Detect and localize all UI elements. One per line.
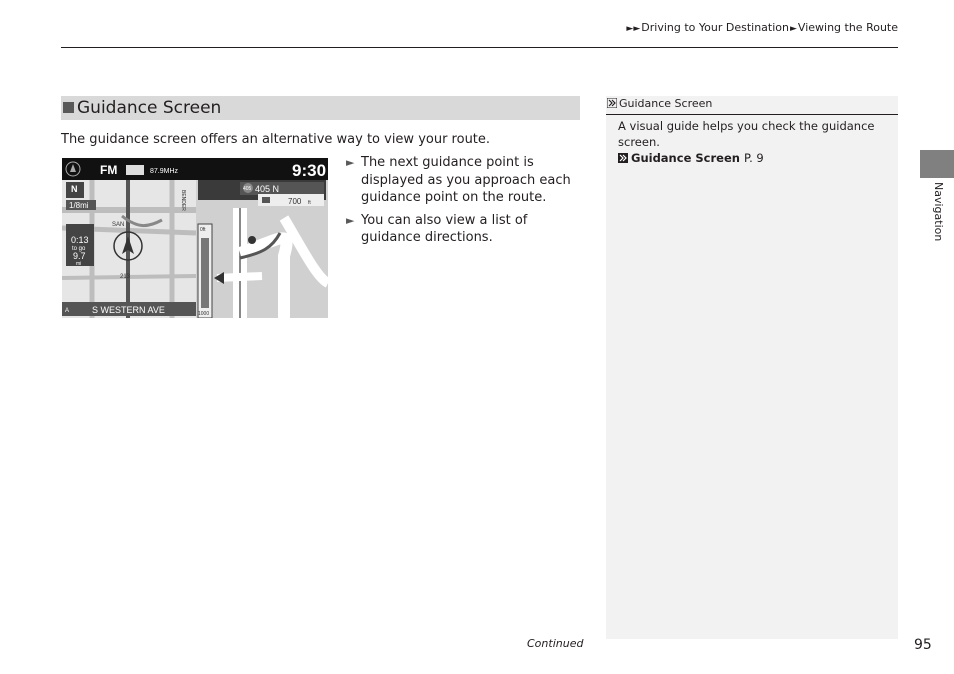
street-name: S WESTERN AVE (92, 305, 165, 315)
bar-bottom-label: 1000 (198, 311, 210, 317)
arrow-right-icon: ► (789, 24, 797, 34)
header-rule (61, 47, 898, 48)
bullet-item (346, 154, 582, 207)
road-label-213: 213 (120, 274, 131, 280)
corner-label: A (65, 308, 70, 314)
distance-unit: mi (76, 261, 82, 267)
distance-to-go: 9.7 (73, 251, 86, 261)
compass-letter: N (71, 184, 78, 194)
xref-page: P. 9 (743, 151, 764, 165)
page-number: 95 (914, 637, 932, 653)
breadcrumb-item-viewing-route[interactable]: Viewing the Route (797, 21, 898, 34)
sidebar-title (606, 96, 898, 115)
xref-label: Guidance Screen (631, 151, 740, 165)
route-marker: 405 N (255, 184, 280, 194)
bullet-item (346, 212, 582, 247)
sidebar-body (618, 118, 888, 166)
bullet-list (346, 154, 582, 252)
bullet-text: The next guidance point is displayed as you approach each guidance point on the route. (361, 155, 571, 205)
intro-text: The guidance screen offers an alternative way to view your route. (61, 132, 491, 147)
arrow-right-icon: ►► (626, 24, 641, 34)
guidance-screen-image (62, 158, 328, 318)
breadcrumb (625, 21, 898, 34)
sidebar-title-text: Guidance Screen (619, 97, 713, 110)
time-to-go: 0:13 (71, 235, 89, 245)
road-label-bender: BENDER (180, 190, 186, 211)
reference-arrow-icon (618, 153, 628, 163)
audio-source: FM (100, 163, 118, 177)
bar-top-label: 0ft (200, 227, 206, 233)
route-shield: 405 (243, 186, 252, 192)
triangle-bullet-icon: ► (346, 156, 355, 169)
square-bullet-icon (63, 102, 74, 113)
bullet-text: You can also view a list of guidance directions. (361, 212, 528, 245)
sidebar-body-text: A visual guide helps you check the guidance screen. (618, 119, 875, 149)
guidance-distance: 700 (288, 197, 302, 206)
map-scale: 1/8mi (69, 201, 89, 210)
section-title: Guidance Screen (77, 98, 222, 118)
to-go-label: to go (72, 246, 86, 252)
chapter-label: Navigation (932, 182, 945, 242)
cross-reference-link[interactable] (618, 150, 888, 166)
sidebar-note (606, 96, 898, 639)
radio-frequency: 87.9MHz (150, 168, 179, 175)
chapter-tab[interactable] (920, 150, 954, 178)
section-heading (61, 96, 580, 120)
breadcrumb-item-driving[interactable]: Driving to Your Destination (641, 21, 789, 34)
triangle-bullet-icon: ► (346, 213, 355, 227)
guidance-unit: ft (308, 200, 311, 206)
continued-note: Continued (527, 637, 584, 650)
road-label-san: SAN (112, 222, 125, 228)
clock: 9:30 (292, 161, 327, 180)
double-chevron-icon (607, 98, 617, 108)
guidance-screen-illustration (62, 158, 328, 318)
